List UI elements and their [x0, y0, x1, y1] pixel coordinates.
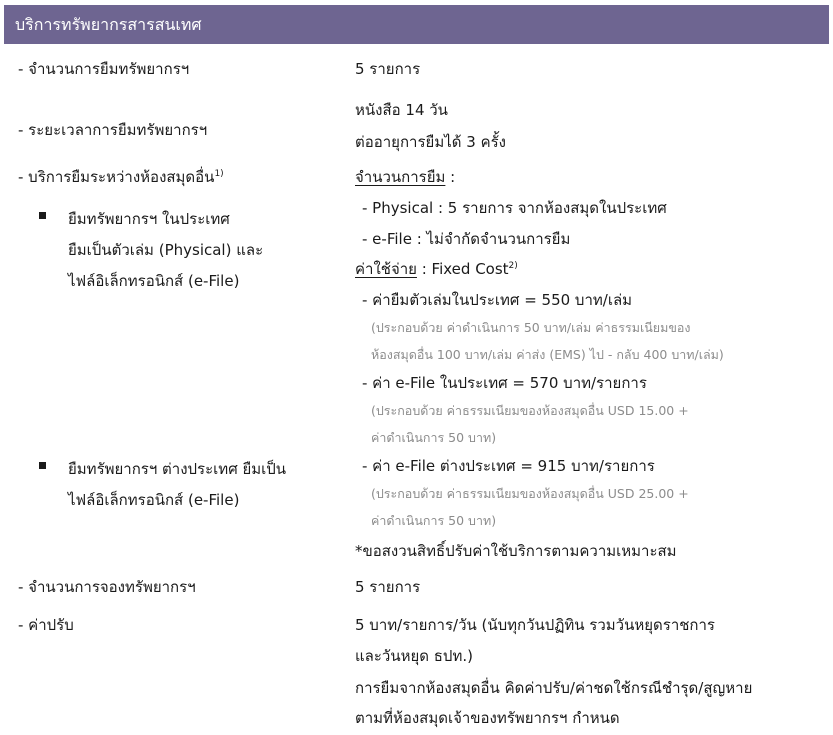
borrow-period-label: - ระยะเวลาการยืมทรัพยากรฯ	[18, 121, 208, 139]
ill-domestic-line-3: ไฟล์อิเล็กทรอนิกส์ (e-File)	[68, 272, 240, 290]
ill-foreign-line-1: ยืมทรัพยากรฯ ต่างประเทศ ยืมเป็น	[68, 460, 287, 478]
cost-physical-note-2: ห้องสมุดอื่น 100 บาท/เล่ม ค่าส่ง (EMS) ไป - กลับ 400 บาท/เล่ม)	[371, 347, 724, 362]
ill-count-efile: - e-File : ไม่จำกัดจำนวนการยืม	[362, 230, 571, 248]
cost-efile-domestic-note-2: ค่าดำเนินการ 50 บาท)	[371, 430, 497, 445]
cost-efile-domestic: - ค่า e-File ในประเทศ = 570 บาท/รายการ	[362, 374, 647, 392]
ill-foreign-line-2: ไฟล์อิเล็กทรอนิกส์ (e-File)	[68, 491, 240, 509]
cost-efile-foreign-note-1: (ประกอบด้วย ค่าธรรมเนียมของห้องสมุดอื่น USD 25.00 +	[371, 486, 689, 501]
ill-domestic-line-1: ยืมทรัพยากรฯ ในประเทศ	[68, 210, 230, 228]
cost-physical: - ค่ายืมตัวเล่มในประเทศ = 550 บาท/เล่ม	[362, 291, 633, 309]
ill-domestic-line-2: ยืมเป็นตัวเล่ม (Physical) และ	[68, 241, 264, 259]
ill-count-physical: - Physical : 5 รายการ จากห้องสมุดในประเทศ	[362, 199, 667, 217]
cost-efile-foreign-note-2: ค่าดำเนินการ 50 บาท)	[371, 513, 497, 528]
fine-value-4: ตามที่ห้องสมุดเจ้าของทรัพยากรฯ กำหนด	[355, 709, 620, 727]
ill-cost-heading: ค่าใช้จ่าย : Fixed Cost$^{2)}$	[355, 260, 518, 278]
ill-count-heading: จำนวนการยืม :	[355, 168, 456, 186]
reserve-right-note: *ขอสงวนสิทธิ์ปรับค่าใช้บริการตามความเหมาะสม	[355, 542, 677, 560]
ill-label: - บริการยืมระหว่างห้องสมุดอื่น$^{1)}$	[18, 168, 224, 186]
borrow-count-label: - จำนวนการยืมทรัพยากรฯ	[18, 60, 190, 78]
reserve-count-value: 5 รายการ	[355, 578, 421, 596]
fine-value-3: การยืมจากห้องสมุดอื่น คิดค่าปรับ/ค่าชดใช้กรณีชำรุด/สูญหาย	[355, 679, 753, 697]
bullet-icon	[39, 462, 46, 469]
section-header: บริการทรัพยากรสารสนเทศ	[4, 5, 829, 44]
borrow-period-value-1: หนังสือ 14 วัน	[355, 101, 448, 119]
cost-efile-domestic-note-1: (ประกอบด้วย ค่าธรรมเนียมของห้องสมุดอื่น USD 15.00 +	[371, 403, 689, 418]
ill-label-footnote: 1)	[214, 169, 224, 179]
borrow-count-value: 5 รายการ	[355, 60, 421, 78]
ill-cost-footnote: 2)	[508, 261, 518, 271]
reserve-count-label: - จำนวนการจองทรัพยากรฯ	[18, 578, 196, 596]
borrow-period-value-2: ต่ออายุการยืมได้ 3 ครั้ง	[355, 133, 506, 151]
bullet-icon	[39, 212, 46, 219]
fine-value-2: และวันหยุด ธปท.)	[355, 647, 473, 665]
cost-physical-note-1: (ประกอบด้วย ค่าดำเนินการ 50 บาท/เล่ม ค่าธรรมเนียมของ	[371, 320, 691, 335]
fine-value-1: 5 บาท/รายการ/วัน (นับทุกวันปฏิทิน รวมวันหยุดราชการ	[355, 616, 715, 634]
fine-label: - ค่าปรับ	[18, 616, 74, 634]
cost-efile-foreign: - ค่า e-File ต่างประเทศ = 915 บาท/รายการ	[362, 457, 655, 475]
